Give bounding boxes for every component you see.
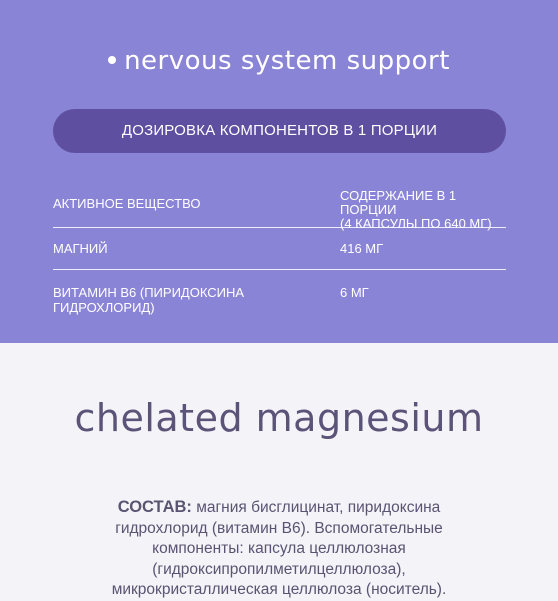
product-title: chelated magnesium: [74, 396, 484, 440]
tagline-text: nervous system support: [124, 46, 450, 76]
table-header-row: [53, 180, 506, 231]
header-content-line2: (4 КАПСУЛЫ ПО 640 МГ): [340, 216, 492, 231]
table-row: [53, 228, 506, 270]
tagline: [0, 46, 558, 76]
composition-label: СОСТАВ:: [117, 498, 192, 516]
table-row: [53, 270, 506, 315]
row-amount: 6 МГ: [340, 285, 369, 300]
bullet-dot-icon: [108, 56, 116, 64]
dosage-title-banner: ДОЗИРОВКА КОМПОНЕНТОВ В 1 ПОРЦИИ: [53, 109, 506, 153]
header-content-line1: СОДЕРЖАНИЕ В 1 ПОРЦИИ: [340, 188, 457, 217]
dosage-table: [53, 180, 506, 315]
header-content: [340, 180, 506, 231]
composition-text: [80, 497, 478, 601]
row-substance: ВИТАМИН В6 (ПИРИДОКСИНА ГИДРОХЛОРИД): [53, 285, 245, 315]
row-amount: 416 МГ: [340, 241, 384, 256]
composition-body: магния бисглицинат, пиридоксина гидрохлорид (витамин В6). Вспомогательные компоненты: капсула целлюлозная (гидроксипропилметилцеллюлоза), микрокристаллическая целлюлоза (носитель).: [111, 499, 447, 598]
header-substance: АКТИВНОЕ ВЕЩЕСТВО: [53, 196, 201, 211]
row-substance: МАГНИЙ: [53, 241, 108, 256]
